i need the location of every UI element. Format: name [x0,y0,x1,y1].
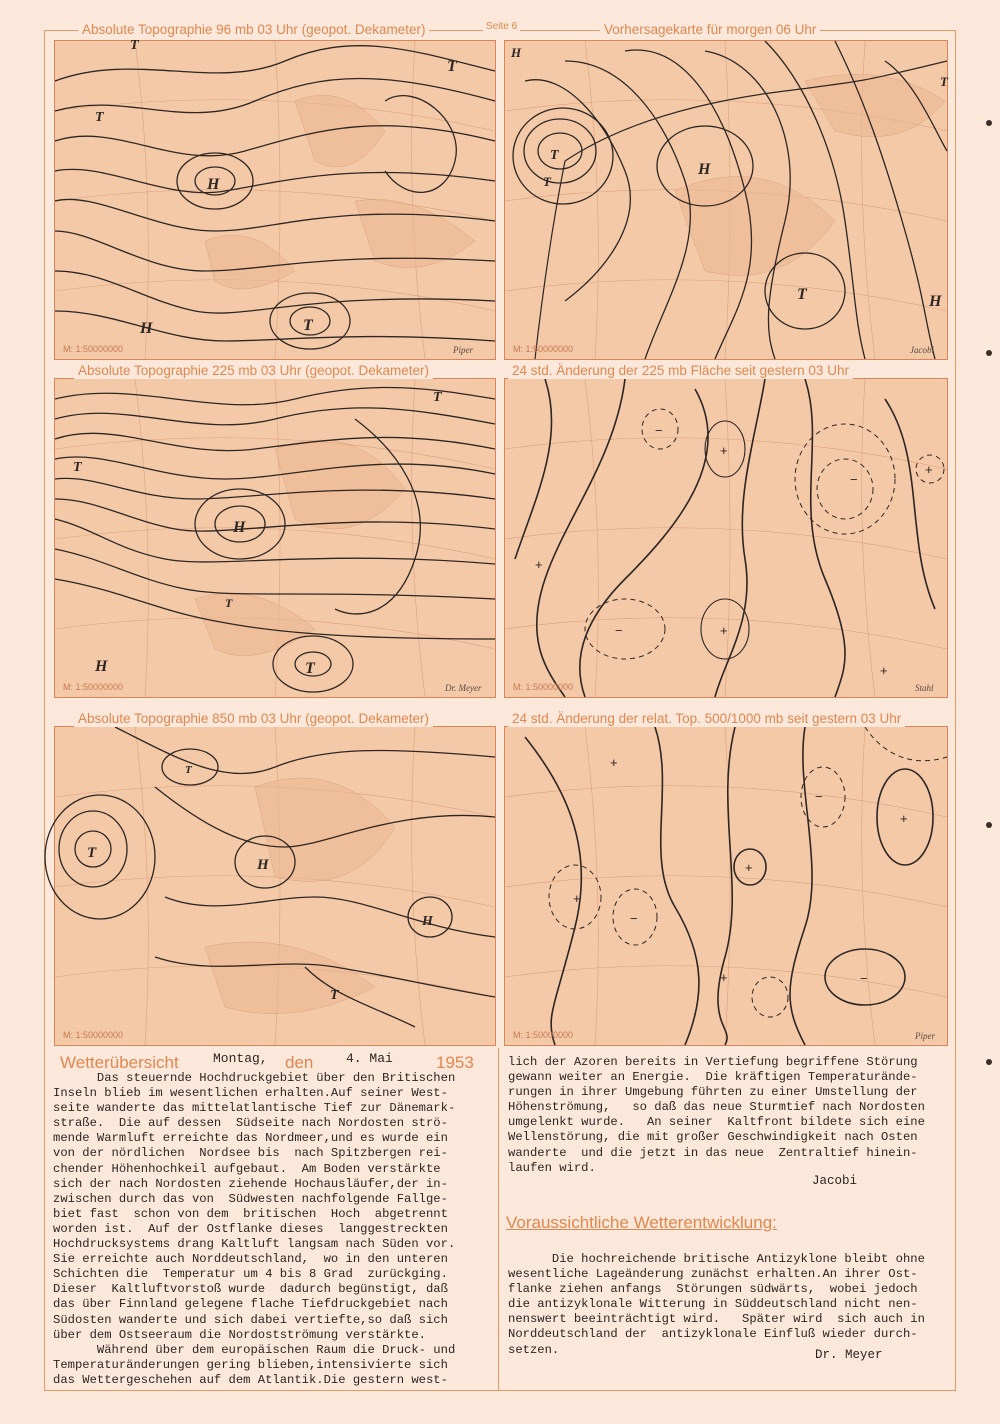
text-line: worden ist. Auf der Ostflanke dieses langgestreckten [53,1221,448,1236]
contour-plot [505,41,947,359]
overview-date: 4. Mai [346,1051,393,1066]
text-line: chender Höhenhochkeil aufgebaut. Am Boden verstärkte [53,1161,441,1176]
svg-text:+: + [720,970,728,985]
text-line: wanderte und die jetzt in das neue Zentraltief hinein- [508,1145,918,1160]
svg-text:−: − [860,971,868,986]
map-scale: M: 1:50000000 [513,1030,574,1040]
text-line: laufen wird. [508,1160,596,1175]
text-line: das Wettergeschehen auf dem Atlantik.Die gestern west- [53,1372,448,1387]
text-line: biet fast schon von dem britischen Hoch abgetrennt [53,1206,448,1221]
svg-text:T: T [940,74,948,89]
overview-year: 1953 [436,1053,474,1072]
punch-hole [986,1059,992,1065]
map-author: Dr. Meyer [445,683,482,693]
overview-signature: Jacobi [812,1174,858,1188]
map-title: 24 std. Änderung der relat. Top. 500/1000 mb seit gestern 03 Uhr [508,711,905,727]
svg-text:T: T [87,845,97,861]
punch-hole [986,822,992,828]
svg-text:T: T [433,390,442,405]
map-title: 24 std. Änderung der 225 mb Fläche seit gestern 03 Uhr [508,363,853,379]
svg-text:T: T [305,660,315,677]
map-96mb [54,40,496,360]
text-line: über dem Ostseeraum die Nordostströmung verstärkte. [53,1327,426,1342]
svg-text:−: − [655,423,663,438]
column-divider [498,1048,499,1390]
map-scale: M: 1:50000000 [513,682,574,692]
text-line: rungen in ihrer Umgebung führten zu einer Umstellung der [508,1085,918,1100]
forecast-heading: Voraussichtliche Wetterentwicklung: [506,1213,777,1232]
svg-text:+: + [610,755,618,770]
svg-text:H: H [698,161,711,178]
frame-left [44,30,45,1390]
svg-text:T: T [797,286,807,303]
contour-plot [55,727,495,1045]
frame-bottom [44,1390,956,1391]
text-line: Hochdrucksystems drang Kaltluft langsam nach Süden vor. [53,1237,456,1252]
text-line: wesentliche Lageänderung zunächst erhalten.An ihrer Ost- [508,1267,918,1282]
map-relat-change [504,726,948,1046]
svg-text:+: + [535,557,543,572]
text-line: zwischen durch das von Südwesten nachfolgende Fallge- [53,1191,448,1206]
svg-text:−: − [815,789,823,804]
svg-text:H: H [95,658,108,675]
overview-weekday: Montag, [213,1051,268,1066]
map-scale: M: 1:50000000 [513,344,574,354]
punch-hole [986,120,992,126]
map-forecast [504,40,948,360]
svg-text:+: + [745,860,753,875]
map-author: Jacobi [910,345,934,355]
forecast-text [508,1252,925,1358]
text-line: Wellenstörung, die mit großer Geschwindigkeit nach Osten [508,1130,918,1145]
svg-text:H: H [257,857,269,873]
text-line: straße. Die auf dessen Südseite nach Nordosten strö- [53,1116,448,1131]
svg-text:+: + [925,462,933,477]
svg-text:T: T [95,110,104,125]
text-line: Höhenströmung, so daß das neue Sturmtief nach Nordosten [508,1100,925,1115]
map-author: Piper [453,345,473,355]
text-line: sich der nach Nordosten ziehende Hochausläufer,der in- [53,1176,448,1191]
svg-text:−: − [630,911,638,926]
map-title: Absolute Topographie 225 mb 03 Uhr (geopot. Dekameter) [74,363,433,379]
svg-text:+: + [880,663,888,678]
text-line: Während über dem europäischen Raum die Druck- und [53,1342,456,1357]
map-850mb [54,726,496,1046]
map-scale: M: 1:50000000 [63,344,124,354]
svg-text:+: + [720,443,728,458]
overview-text-column-1 [53,1071,455,1388]
contour-plot [55,38,495,359]
map-title: Vorhersagekarte für morgen 06 Uhr [600,22,820,38]
text-line: seite wanderte das mittelatlantische Tief zur Dänemark- [53,1101,456,1116]
overview-heading: Wetterübersicht [60,1053,179,1072]
svg-text:T: T [543,174,551,189]
svg-text:T: T [130,38,139,53]
text-line: Die hochreichende britische Antizyklone bleibt ohne [508,1252,925,1266]
text-line: umgelenkt wurde. An seiner Kaltfront bildete sich eine [508,1115,925,1130]
forecast-signature: Dr. Meyer [815,1348,883,1362]
text-line: mende Warmluft erreichte das Nordmeer,und es wurde ein [53,1131,448,1146]
svg-text:H: H [233,519,246,536]
map-scale: M: 1:50000000 [63,682,124,692]
svg-text:T: T [550,148,559,163]
text-line: Südosten wanderte und sich dabei vertiefte,so daß sich [53,1312,448,1327]
svg-text:−: − [615,623,623,638]
svg-text:H: H [422,914,433,929]
page-number: Seite 6 [483,21,520,32]
overview-text-column-2 [508,1055,925,1176]
text-line: Temperaturänderungen gering blieben,intensivierte sich [53,1357,448,1372]
text-line: gewann weiter an Energie. Die kräftigen Temperaturände- [508,1070,918,1085]
contour-plot [55,379,495,697]
text-line: Dieser Kaltluftvorstoß wurde dadurch begünstigt, daß [53,1282,448,1297]
svg-text:T: T [185,764,192,776]
contour-plot [505,379,947,697]
text-line: flanke ziehen anfangs Störungen südwärts, wobei jedoch [508,1282,918,1297]
map-author: Piper [915,1031,935,1041]
text-line: nenswert beeinträchtigt wird. Später wird sich auch in [508,1312,925,1327]
svg-text:+: + [720,623,728,638]
svg-text:+: + [900,811,908,826]
text-line: Schichten die Temperatur um 4 bis 8 Grad zurückging. [53,1267,448,1282]
svg-text:T: T [303,317,313,334]
punch-hole [986,350,992,356]
overview-den: den [285,1053,314,1072]
svg-text:H: H [511,45,522,60]
text-line: lich der Azoren bereits in Vertiefung begriffene Störung [508,1055,918,1069]
text-line: das über Finnland gelegene flache Tiefdruckgebiet nach [53,1297,448,1312]
map-author: Stahl [915,683,934,693]
text-line: die antizyklonale Witterung in Süddeutschland nicht nen- [508,1297,918,1312]
text-line: Sie erreichte auch Norddeutschland, wo in den unteren [53,1252,448,1267]
map-225-change [504,378,948,698]
svg-text:H: H [929,293,942,310]
svg-text:H: H [207,176,220,193]
text-line: Inseln blieb im wesentlichen erhalten.Auf seiner West- [53,1086,448,1101]
svg-text:T: T [447,58,457,75]
map-title: Absolute Topographie 96 mb 03 Uhr (geopot. Dekameter) [78,22,429,38]
text-line: Norddeutschland der antizyklonale Einfluß wieder durch- [508,1327,918,1342]
text-line: setzen. [508,1342,560,1357]
svg-text:+: + [573,891,581,906]
contour-plot [505,727,947,1045]
svg-text:T: T [225,596,233,610]
map-225mb [54,378,496,698]
svg-text:−: − [850,472,858,487]
text-line: von der nördlichen Nordsee bis nach Spitzbergen rei- [53,1146,448,1161]
map-scale: M: 1:50000000 [63,1030,124,1040]
svg-text:T: T [73,460,82,475]
text-line: Das steuernde Hochdruckgebiet über den Britischen [53,1071,456,1085]
frame-right [955,30,956,1390]
svg-text:H: H [140,320,153,337]
svg-text:T: T [330,988,339,1003]
map-title: Absolute Topographie 850 mb 03 Uhr (geopot. Dekameter) [74,711,433,727]
